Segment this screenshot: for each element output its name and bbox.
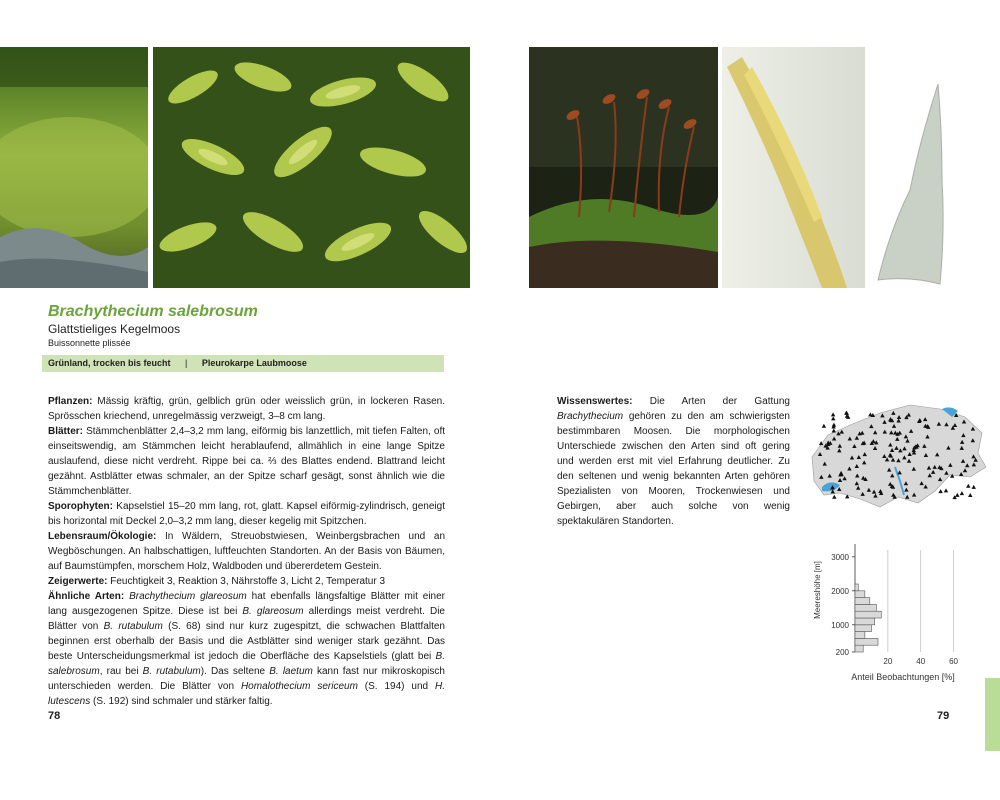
page-number-left: 78 [48, 710, 61, 722]
species-ref: H. lutescens [48, 681, 445, 707]
histogram-bar [855, 591, 865, 598]
species-scientific-name: Brachythecium salebrosum [48, 303, 258, 320]
observation-marker [831, 412, 835, 416]
species-ref: Homalothecium sericeum [240, 681, 358, 692]
observation-marker [955, 493, 959, 497]
wissenswertes-box [557, 394, 790, 529]
text-blaetter: Stämmchenblätter 2,4–3,2 mm lang, eiförmig bis lanzettlich, mit tiefen Falten, oft einseitswendig, am Stämmchen leicht herablaufend, allmählich in eine lange Spitze auslaufend, diese nicht verdreht. Rippe bei ca. ⅔ des Blattes endend. Blattrand leicht gezähnt. Astblätter etwas schmaler, an der Spitze scharf gesägt, sonst ähnlich wie die Stämmchenblätter. [48, 426, 445, 497]
section-sporophyten [48, 499, 445, 529]
x-tick-label: 40 [916, 657, 926, 666]
species-ref: B. laetum [269, 666, 313, 677]
section-aehnliche-arten [48, 589, 445, 709]
species-ref: Brachythecium glareosum [129, 591, 247, 602]
text-lebensraum: In Wäldern, Streuobstwiesen, Weinbergsbrachen und an Wegböschungen. An halbschattigen, luftfeuchten Standorten. An der Basis von Bäumen, auf Baumstümpfen, morschem Holz, Waldboden und übererdetem Gestein. [48, 531, 445, 572]
observation-marker [960, 491, 964, 495]
section-blaetter [48, 424, 445, 499]
observation-marker [832, 495, 836, 499]
histogram-bar [855, 584, 858, 591]
y-tick-label: 200 [835, 648, 849, 657]
sporophytes-photo [529, 47, 718, 288]
species-french-name: Buissonnette plissée [48, 338, 131, 348]
x-axis-label: Anteil Beobachtungen [%] [851, 672, 955, 682]
species-ref: B. salebrosum [48, 651, 445, 677]
histogram-bar [855, 625, 871, 632]
habitat-tag: Grünland, trocken bis feucht [48, 358, 171, 368]
label-zeigerwerte: Zeigerwerte: [48, 576, 108, 587]
text-aehnliche: (S. 68) sind nur kurz zugespitzt, die schwachen Blattfalten beginnen erst oberhalb der Basis und die Astblätter sind weniger stark gezähnt. Das beste Unterscheidungsmerkmal ist jedoch die Oberfläche des Kapselstiels (glatt bei [48, 621, 445, 662]
observation-marker [966, 484, 970, 488]
histogram-bar [855, 632, 865, 639]
genus-ref: Brachythecium [557, 411, 624, 422]
x-tick-label: 20 [883, 657, 893, 666]
text-aehnliche: hat ebenfalls längsfaltige Blätter mit einer lang ausgezogenen Spitze. Diese ist bei [48, 591, 445, 617]
label-aehnliche: Ähnliche Arten: [48, 591, 125, 602]
moss-closeup-photo [153, 47, 470, 288]
species-ref: B. rutabulum [142, 666, 201, 677]
text-sporophyten: Kapselstiel 15–20 mm lang, rot, glatt. Kapsel eiförmig-zylindrisch, geneigt bis horizontal mit Deckel 2,0–3,2 mm lang, dieser kegelig mit Spitzchen. [48, 501, 445, 527]
observation-marker [972, 485, 976, 489]
species-description [48, 394, 445, 709]
section-pflanzen [48, 394, 445, 424]
text-aehnliche: , rau bei [99, 666, 143, 677]
text-aehnliche: (S. 194) und [357, 681, 435, 692]
page-number-right: 79 [937, 710, 950, 722]
observation-marker [832, 428, 836, 432]
text-aehnliche: ). Das seltene [200, 666, 270, 677]
histogram-bar [855, 645, 863, 652]
shoot-detail-photo [722, 47, 865, 288]
text-pflanzen: Mässig kräftig, grün, gelblich grün oder weisslich grün, in lockeren Rasen. Sprösschen kriechend, unregelmässig verzweigt, 3–8 cm lang. [48, 396, 445, 422]
text-zeigerwerte: Feuchtigkeit 3, Reaktion 3, Nährstoffe 3, Licht 2, Temperatur 3 [107, 576, 386, 587]
observation-marker [822, 424, 826, 428]
distribution-map [800, 395, 990, 523]
x-tick-label: 60 [949, 657, 959, 666]
label-blaetter: Blätter: [48, 426, 84, 437]
observation-marker [831, 416, 835, 420]
histogram-bar [855, 598, 870, 605]
species-ref: B. rutabulum [103, 621, 163, 632]
group-tag: Pleurokarpe Laubmoose [201, 358, 307, 368]
text-aehnliche: kann fast nur mikroskopisch unterschieden werden. Die Blätter von [48, 666, 445, 692]
label-pflanzen: Pflanzen: [48, 396, 93, 407]
species-ref: B. glareosum [242, 606, 304, 617]
elevation-histogram [800, 530, 990, 685]
section-zeigerwerte [48, 574, 445, 589]
observation-marker [938, 489, 942, 493]
species-common-name: Glattstieliges Kegelmoos [48, 322, 181, 336]
y-axis-label: Meereshöhe [m] [813, 561, 822, 619]
observation-marker [944, 488, 948, 492]
label-sporophyten: Sporophyten: [48, 501, 113, 512]
histogram-bar [855, 618, 875, 625]
section-lebensraum [48, 529, 445, 574]
histogram-bar [855, 611, 881, 618]
observation-marker [968, 493, 972, 497]
histogram-bar [855, 638, 878, 645]
histogram-plot [831, 544, 958, 666]
label-lebensraum: Lebensraum/Ökologie: [48, 531, 157, 542]
text-wissenswertes: Die Arten der Gattung [632, 396, 790, 407]
observation-marker [832, 423, 836, 427]
histogram-bar [855, 604, 876, 611]
label-wissenswertes: Wissenswertes: [557, 396, 633, 407]
y-tick-label: 1000 [831, 620, 849, 630]
moss-cushion-photo [0, 47, 148, 288]
text-aehnliche: (S. 192) sind schmaler und stärker faltig. [90, 696, 273, 707]
y-tick-label: 3000 [831, 552, 849, 562]
text-wissenswertes: gehören zu den am schwierigsten bestimmbaren Moosen. Die morphologischen Unterschiede zwischen den Arten sind oft gering und werden erst mit viel Erfahrung deutlicher. Zu den seltenen und wenig bekannten Arten gehören Spezialisten von Mooren, Trockenwiesen und Gebirgen, aber auch solche von wenig spektakulären Standorten. [557, 411, 790, 527]
tag-separator: | [185, 358, 188, 368]
text-aehnliche: allerdings meist verdreht. Die Blätter von [48, 606, 445, 632]
chapter-tab [985, 678, 1000, 751]
habitat-band [42, 355, 444, 372]
leaf-micrograph [870, 80, 950, 288]
y-tick-label: 2000 [831, 586, 849, 596]
